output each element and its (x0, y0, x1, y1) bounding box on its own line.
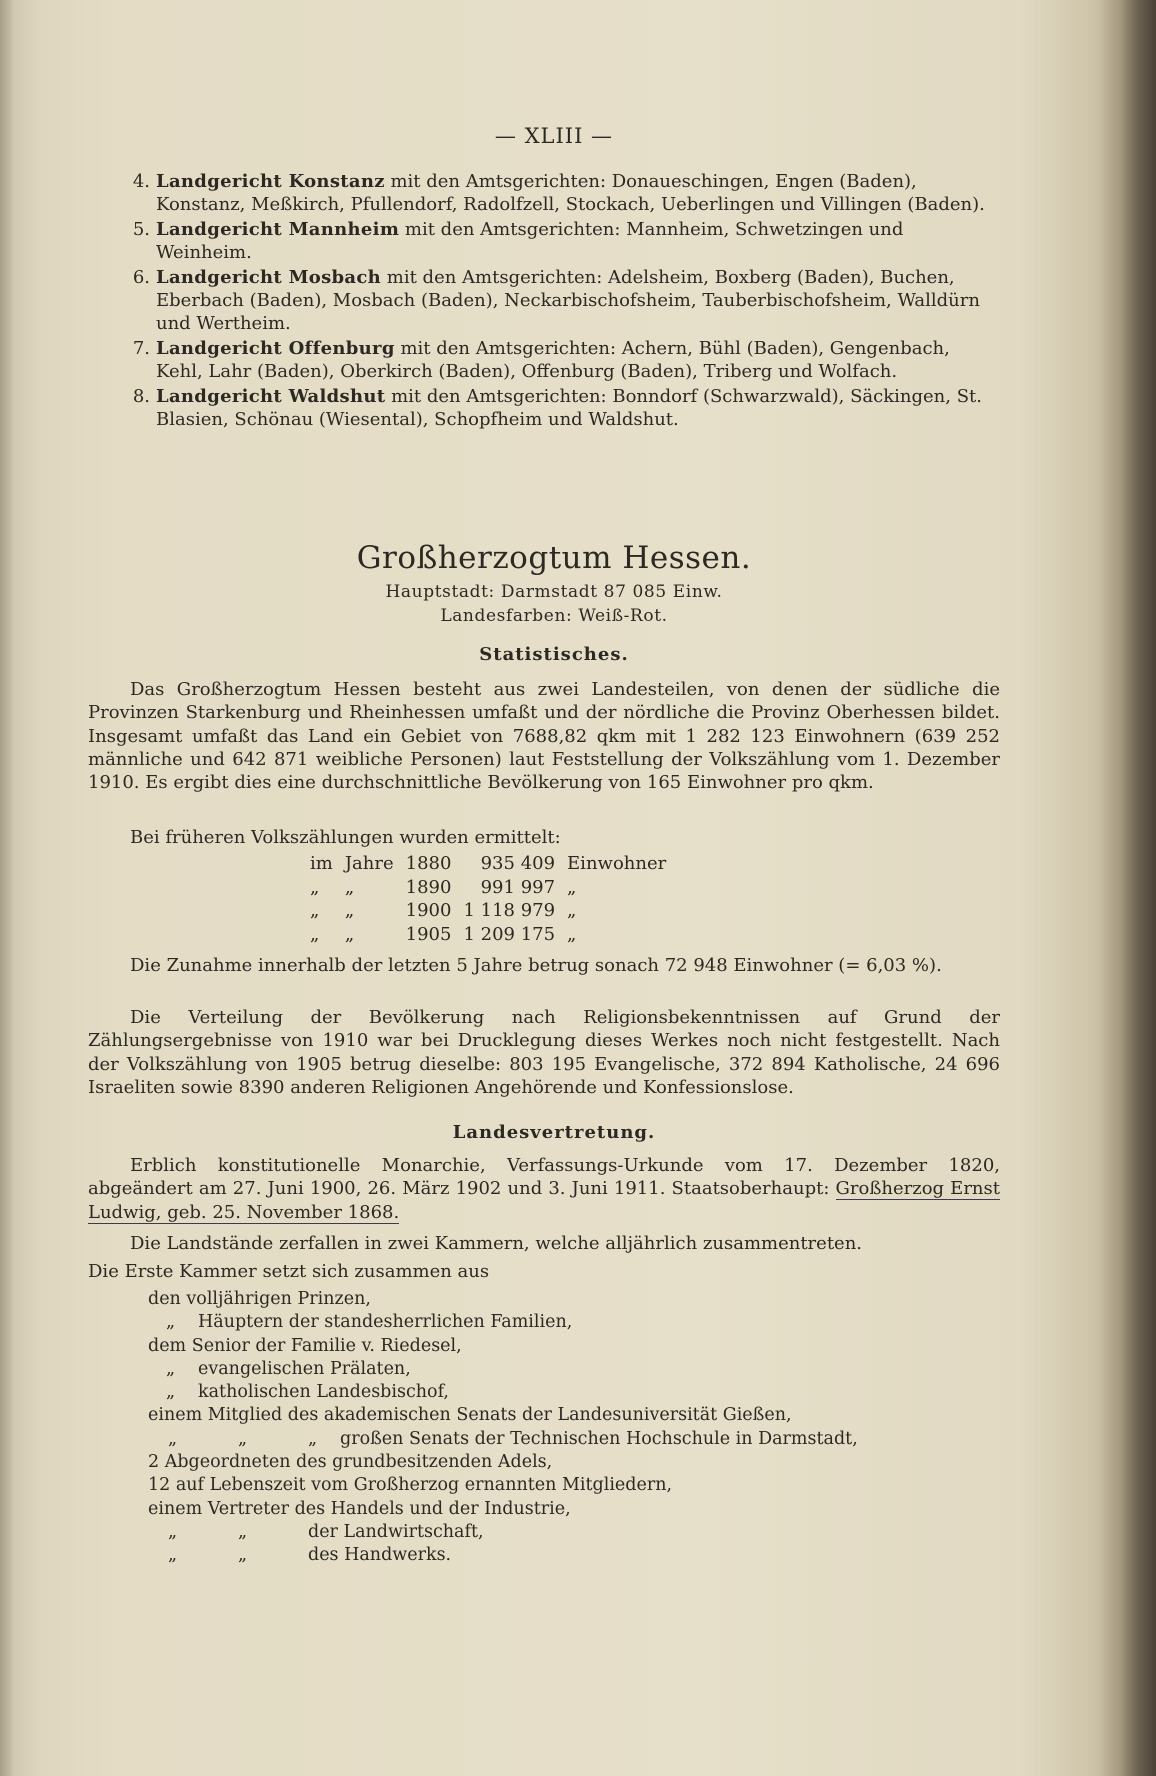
census-unit: „ (567, 900, 577, 921)
head-of-state: Großherzog Ernst Ludwig, geb. 25. November 1868. (88, 1178, 1000, 1223)
list-item (148, 1381, 858, 1404)
census-population: 1 118 979 (463, 900, 556, 921)
court-districts: mit den Amtsgerichten: Achern, Bühl (Baden), Gengenbach, Kehl, Lahr (Baden), Oberkirch (Baden), Offenburg (Baden), Triberg und Wolfach. (156, 338, 950, 382)
court-name: Landgericht Offenburg (156, 338, 395, 359)
census-cell: im (310, 853, 333, 874)
list-item (148, 1544, 858, 1567)
census-unit: „ (567, 876, 577, 898)
page-left-edge (0, 0, 14, 1776)
court-list (122, 170, 1002, 433)
ditto-mark: „ (166, 1312, 176, 1333)
list-item: dem Senior der Familie v. Riedesel, (148, 1335, 462, 1356)
section-title: Großherzogtum Hessen. (356, 540, 752, 576)
member-text: katholischen Landesbischof, (198, 1382, 449, 1403)
item-number: 7. (132, 338, 150, 359)
court-name: Landgericht Mosbach (156, 267, 382, 288)
list-item: einem Mitglied des akademischen Senats der Landesuniversität Gießen, (148, 1405, 792, 1426)
court-districts: mit den Amtsgerichten: Mannheim, Schwetzingen und Weinheim. (156, 219, 904, 263)
court-name: Landgericht Mannheim (156, 219, 400, 240)
census-table (310, 852, 678, 946)
list-item (122, 170, 1002, 216)
census-cell: „ (344, 876, 355, 898)
item-number: 4. (132, 171, 150, 192)
list-item (122, 266, 1002, 335)
capital-line: Hauptstadt: Darmstadt 87 085 Einw. (385, 582, 723, 602)
member-text: des Handwerks. (308, 1545, 452, 1566)
page-number: — XLIII — (494, 124, 614, 148)
list-item: den volljährigen Prinzen, (148, 1289, 371, 1309)
census-cell: Jahre (344, 853, 394, 874)
list-item: 12 auf Lebenszeit vom Großherzog ernannten Mitgliedern, (148, 1475, 673, 1496)
member-text: evangelischen Prälaten, (198, 1358, 411, 1379)
census-cell: „ (310, 900, 320, 921)
census-population: 991 997 (480, 876, 556, 898)
list-item (148, 1358, 858, 1381)
list-item (122, 218, 1002, 264)
representation-paragraph-2: Die Landstände zerfallen in zwei Kammern, welche alljährlich zusammentreten. (130, 1233, 863, 1254)
court-districts: mit den Amtsgerichten: Donaueschingen, Engen (Baden), Konstanz, Meßkirch, Pfullendorf, Radolfzell, Stockach, Ueberlingen und Villingen (Baden). (156, 171, 985, 215)
list-item (122, 385, 1002, 431)
list-item: einem Vertreter des Handels und der Industrie, (148, 1498, 571, 1519)
census-year: 1890 (405, 876, 452, 898)
statistics-paragraph-1: Das Großherzogtum Hessen besteht aus zwei Landesteilen, von denen der südliche die Provinzen Starkenburg und Rheinhessen umfaßt und der nördliche die Provinz Oberhessen bildet. Insgesamt umfaßt das Land ein Gebiet von 7688,82 qkm mit 1 282 123 Einwohnern (639 252 männliche und 642 871 weibliche Personen) laut Feststellung der Volkszählung vom 1. Dezember 1910. Es ergibt dies eine durchschnittliche Bevölkerung von 165 Einwohner pro qkm. (88, 679, 1000, 794)
list-item: 2 Abgeordneten des grundbesitzenden Adels, (148, 1452, 553, 1473)
census-year: 1880 (405, 853, 452, 874)
member-text: großen Senats der Technischen Hochschule in Darmstadt, (340, 1428, 858, 1449)
table-row (310, 899, 678, 923)
item-number: 6. (132, 267, 150, 288)
list-item (122, 337, 1002, 383)
list-item (148, 1428, 858, 1451)
book-spine-shadow (1100, 0, 1156, 1776)
census-unit: „ (567, 923, 577, 945)
census-year: 1900 (405, 900, 452, 921)
court-name: Landgericht Konstanz (156, 171, 385, 192)
census-year: 1905 (405, 923, 452, 945)
representation-heading: Landesvertretung. (452, 1122, 656, 1143)
table-row (310, 852, 678, 876)
census-population: 935 409 (480, 853, 556, 874)
first-chamber-members (148, 1288, 858, 1568)
representation-paragraph-1 (88, 1154, 1000, 1224)
census-cell: „ (344, 923, 355, 945)
table-row (310, 923, 678, 947)
list-item (148, 1311, 858, 1334)
ditto-mark: „ (166, 1358, 176, 1379)
court-name: Landgericht Waldshut (156, 386, 386, 407)
census-cell: „ (344, 900, 355, 921)
court-districts: mit den Amtsgerichten: Adelsheim, Boxberg (Baden), Buchen, Eberbach (Baden), Mosbach (Baden), Neckarbischofsheim, Tauberbischofsheim, Walldürn und Wertheim. (156, 267, 980, 334)
statistics-heading: Statistisches. (479, 644, 629, 665)
table-row (310, 876, 678, 900)
census-cell: „ (310, 876, 320, 898)
representation-paragraph-3: Die Erste Kammer setzt sich zusammen aus (88, 1261, 490, 1282)
ditto-mark: „ (168, 1521, 178, 1542)
statistics-paragraph-3: Die Zunahme innerhalb der letzten 5 Jahre betrug sonach 72 948 Einwohner (= 6,03 %). (130, 955, 942, 976)
item-number: 5. (132, 219, 150, 240)
census-population: 1 209 175 (463, 923, 556, 945)
list-item (148, 1521, 858, 1544)
court-districts: mit den Amtsgerichten: Bonndorf (Schwarzwald), Säckingen, St. Blasien, Schönau (Wiesental), Schopfheim und Waldshut. (156, 386, 982, 430)
member-text: Häuptern der standesherrlichen Familien, (198, 1312, 573, 1333)
census-cell: „ (310, 923, 320, 945)
ditto-mark: „ (238, 1428, 248, 1449)
statistics-paragraph-4: Die Verteilung der Bevölkerung nach Religionsbekenntnissen auf Grund der Zählungsergebnisse von 1910 war bei Drucklegung dieses Werkes noch nicht festgestellt. Nach der Volkszählung von 1905 betrug dieselbe: 803 195 Evangelische, 372 894 Katholische, 24 696 Israeliten sowie 8390 anderen Religionen Angehörende und Konfessionslose. (88, 1007, 1000, 1098)
item-number: 8. (132, 386, 150, 407)
ditto-mark: „ (168, 1428, 178, 1449)
ditto-mark: „ (308, 1428, 318, 1449)
census-unit: Einwohner (567, 853, 667, 874)
state-colors-line: Landesfarben: Weiß-Rot. (440, 606, 668, 626)
member-text: der Landwirtschaft, (308, 1521, 484, 1542)
ditto-mark: „ (166, 1382, 176, 1403)
ditto-mark: „ (238, 1521, 248, 1542)
ditto-mark: „ (168, 1545, 178, 1566)
statistics-paragraph-2: Bei früheren Volkszählungen wurden ermittelt: (130, 827, 561, 848)
constitution-text: Erblich konstitutionelle Monarchie, Verfassungs-Urkunde vom 17. Dezember 1820, abgeändert am 27. Juni 1900, 26. März 1902 und 3. Juni 1911. Staatsoberhaupt: (88, 1155, 1000, 1200)
ditto-mark: „ (238, 1545, 248, 1566)
